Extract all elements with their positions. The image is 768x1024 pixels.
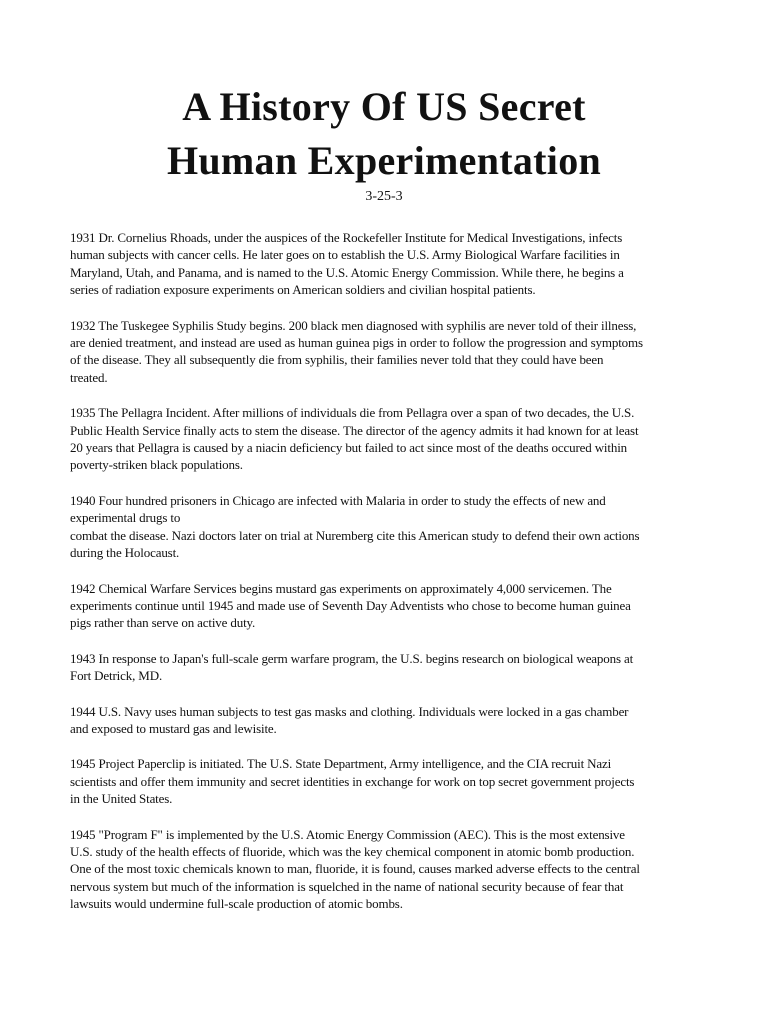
title-line-2: Human Experimentation bbox=[166, 138, 602, 183]
entry-line: 1940 Four hundred prisoners in Chicago are infected with Malaria in order to study the effects of new and bbox=[70, 492, 606, 508]
entry-line: pigs rather than serve on active duty. bbox=[70, 615, 256, 631]
entry-line: experimental drugs to bbox=[70, 510, 181, 526]
entry-line: Public Health Service finally acts to stem the disease. The director of the agency admits it had known for at least bbox=[70, 422, 639, 438]
entry-line: in the United States. bbox=[70, 791, 173, 807]
entry-line: scientists and offer them immunity and secret identities in exchange for work on top secret government projects bbox=[70, 773, 635, 789]
entry-line: lawsuits would undermine full-scale production of atomic bombs. bbox=[70, 896, 403, 912]
entry-line: nervous system but much of the information is squelched in the name of national security because of fear that bbox=[70, 878, 624, 894]
document-title bbox=[0, 80, 768, 188]
entry-line: human subjects with cancer cells. He later goes on to establish the U.S. Army Biological Warfare facilities in bbox=[70, 247, 620, 263]
entry-line: 1942 Chemical Warfare Services begins mustard gas experiments on approximately 4,000 servicemen. The bbox=[70, 580, 612, 596]
entry-line: and exposed to mustard gas and lewisite. bbox=[70, 720, 277, 736]
entry-1931 bbox=[70, 229, 706, 299]
entry-line: 1932 The Tuskegee Syphilis Study begins. 200 black men diagnosed with syphilis are never told of their illness, bbox=[70, 317, 637, 333]
entry-1935 bbox=[70, 404, 706, 474]
paragraph-gap bbox=[70, 737, 706, 755]
entry-line: 1944 U.S. Navy uses human subjects to test gas masks and clothing. Individuals were locked in a gas chamber bbox=[70, 703, 629, 719]
entry-line: 1945 Project Paperclip is initiated. The U.S. State Department, Army intelligence, and the CIA recruit Nazi bbox=[70, 756, 612, 772]
entry-1943 bbox=[70, 650, 706, 685]
entry-line: of the disease. They all subsequently die from syphilis, their families never told that they could have been bbox=[70, 352, 604, 368]
entry-line: U.S. study of the health effects of fluoride, which was the key chemical component in atomic bomb production. bbox=[70, 843, 635, 859]
entry-line: are denied treatment, and instead are used as human guinea pigs in order to follow the progression and symptoms bbox=[70, 335, 643, 351]
entry-line: treated. bbox=[70, 369, 108, 385]
paragraph-gap bbox=[70, 474, 706, 492]
paragraph-gap bbox=[70, 632, 706, 650]
entry-line: 1931 Dr. Cornelius Rhoads, under the auspices of the Rockefeller Institute for Medical Investigations, infects bbox=[70, 230, 623, 245]
paragraph-gap bbox=[70, 685, 706, 703]
entry-line: 1945 "Program F" is implemented by the U.S. Atomic Energy Commission (AEC). This is the most extensive bbox=[70, 826, 625, 842]
entry-1945-program-f bbox=[70, 826, 706, 913]
document-date: 3-25-3 bbox=[365, 189, 403, 204]
paragraph-gap bbox=[70, 386, 706, 404]
entry-line: Maryland, Utah, and Panama, and is named to the U.S. Atomic Energy Commission. While there, he begins a bbox=[70, 264, 624, 280]
entry-line: during the Holocaust. bbox=[70, 545, 180, 561]
entry-line: 1935 The Pellagra Incident. After millions of individuals die from Pellagra over a span of two decades, the U.S. bbox=[70, 405, 635, 421]
document-body bbox=[70, 229, 706, 913]
paragraph-gap bbox=[70, 808, 706, 826]
title-line-1: A History Of US Secret bbox=[182, 84, 586, 129]
paragraph-gap bbox=[70, 562, 706, 580]
entry-line: poverty-striken black populations. bbox=[70, 457, 243, 473]
entry-1940 bbox=[70, 492, 706, 562]
entry-1932 bbox=[70, 317, 706, 387]
paragraph-gap bbox=[70, 299, 706, 317]
entry-line: 20 years that Pellagra is caused by a niacin deficiency but failed to act since most of the deaths occured within bbox=[70, 440, 628, 456]
entry-1944 bbox=[70, 703, 706, 738]
entry-line: 1943 In response to Japan's full-scale germ warfare program, the U.S. begins research on biological weapons at bbox=[70, 650, 634, 666]
entry-line: combat the disease. Nazi doctors later on trial at Nuremberg cite this American study to defend their own actions bbox=[70, 527, 640, 543]
entry-1942 bbox=[70, 580, 706, 632]
entry-line: experiments continue until 1945 and made use of Seventh Day Adventists who chose to become human guinea bbox=[70, 597, 631, 613]
entry-line: One of the most toxic chemicals known to man, fluoride, it is found, causes marked adverse effects to the central bbox=[70, 861, 640, 877]
entry-line: Fort Detrick, MD. bbox=[70, 668, 163, 684]
entry-line: series of radiation exposure experiments on American soldiers and civilian hospital patients. bbox=[70, 282, 536, 298]
entry-1945-paperclip bbox=[70, 755, 706, 807]
